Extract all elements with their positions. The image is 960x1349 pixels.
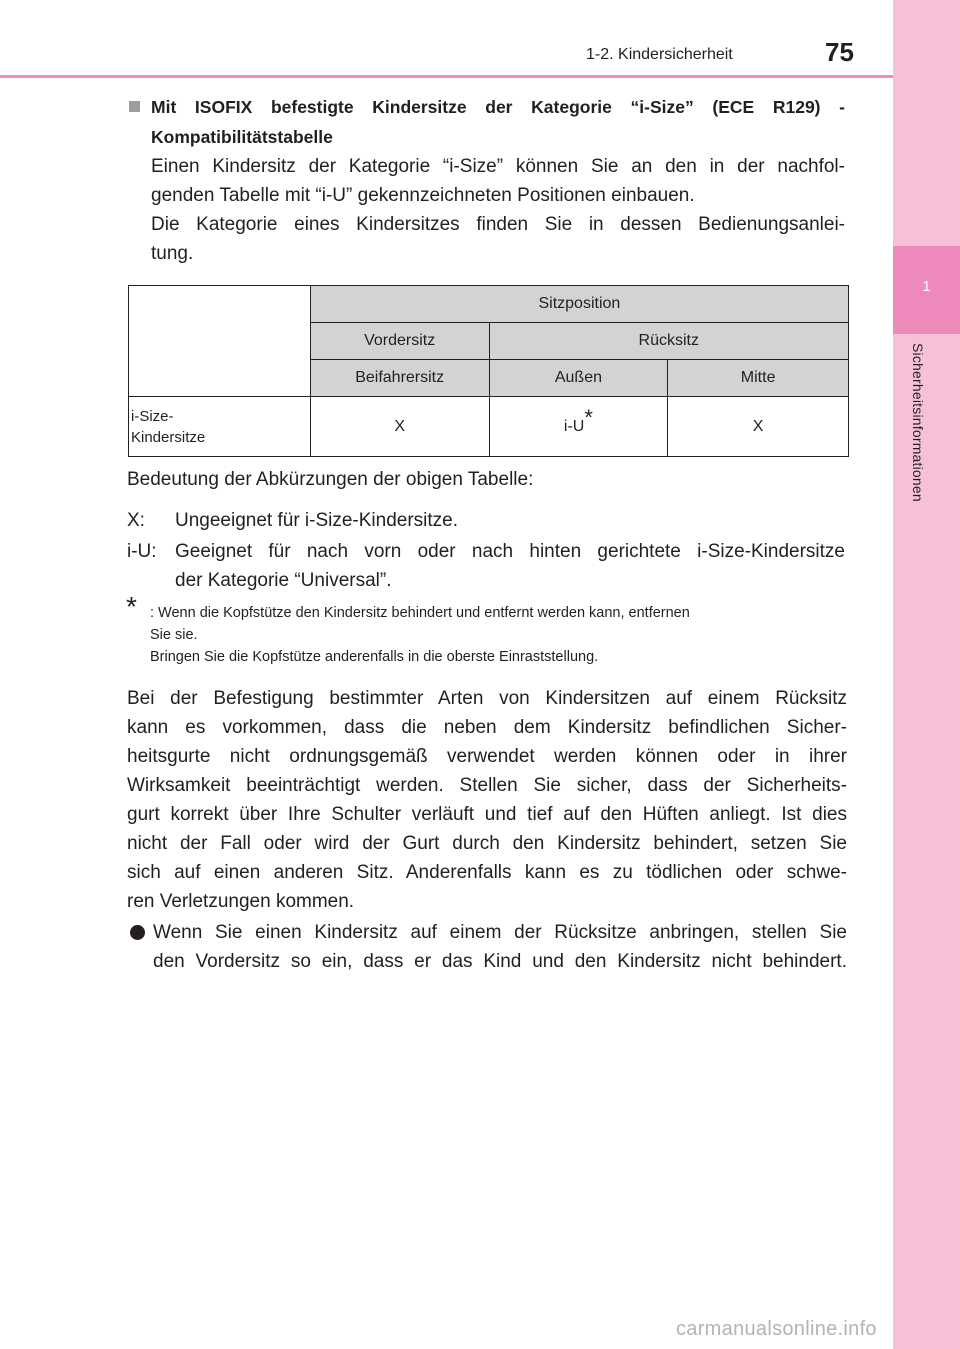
- footnote-mark: *: [126, 591, 137, 622]
- table-corner-cell: [129, 286, 311, 397]
- header-passenger-seat: Beifahrersitz: [310, 360, 489, 397]
- bullet-item: [127, 918, 847, 976]
- heading-line: Mit ISOFIX befestigte Kindersitze der Kategorie “i-Size” (ECE R129) -: [151, 97, 845, 117]
- row-label-line: i-Size-: [131, 407, 174, 425]
- footnote-line: Sie sie.: [150, 627, 198, 643]
- row-label-line: Kindersitze: [131, 428, 206, 446]
- text-line: Wirksamkeit beeinträchtigt werden. Stellen Sie sicher, dass der Sicherheits-: [127, 775, 847, 796]
- footnote-line: Bringen Sie die Kopfstütze anderenfalls in die oberste Einraststellung.: [150, 649, 599, 665]
- footnote: [126, 591, 847, 668]
- header-outer: Außen: [489, 360, 668, 397]
- text-line: der Kategorie “Universal”.: [175, 570, 392, 591]
- chapter-label: Sicherheitsinformationen: [910, 343, 926, 502]
- text-line: Die Kategorie eines Kindersitzes finden Sie in dessen Bedienungsanlei-: [151, 214, 845, 235]
- text-line: Geeignet für nach vorn oder nach hinten gerichtete i-Size-Kindersitze: [175, 541, 845, 562]
- legend-key: X:: [127, 510, 145, 531]
- intro-paragraph: [151, 152, 845, 268]
- header-rear-seat: Rücksitz: [489, 323, 848, 360]
- text-line: sich auf einen anderen Sitz. Anderenfalls kann es zu tödlichen oder schwe-: [127, 862, 847, 883]
- text-line: Bei der Befestigung bestimmter Arten von Kindersitzen auf einem Rücksitz: [127, 688, 847, 709]
- legend-value: [175, 537, 845, 595]
- heading-line: Kompatibilitätstabelle: [151, 127, 333, 147]
- legend-value: Ungeeignet für i-Size-Kindersitze.: [175, 510, 459, 531]
- text-line: Wenn Sie einen Kindersitz auf einem der Rücksitze anbringen, stellen Sie: [153, 922, 847, 943]
- footnote-line: : Wenn die Kopfstütze den Kindersitz behindert und entfernt werden kann, entfernen: [150, 605, 690, 621]
- compatibility-table: [128, 285, 849, 457]
- section-heading: [129, 92, 845, 152]
- text-line: genden Tabelle mit “i-U” gekennzeichneten Positionen einbauen.: [151, 185, 695, 206]
- text-line: Einen Kindersitz der Kategorie “i-Size” können Sie an den in der nachfol-: [151, 156, 845, 177]
- text-line: kann es vorkommen, dass die neben dem Kindersitz befindlichen Sicher-: [127, 717, 847, 738]
- header-rule: [0, 75, 893, 78]
- asterisk-mark: *: [584, 404, 593, 430]
- header-center: Mitte: [668, 360, 849, 397]
- section-title: 1-2. Kindersicherheit: [586, 46, 733, 63]
- cell-center: X: [668, 397, 849, 457]
- square-bullet-icon: [129, 101, 140, 112]
- page-number: 75: [825, 37, 854, 67]
- text-line: heitsgurte nicht ordnungsgemäß verwendet werden können oder in ihrer: [127, 746, 847, 767]
- side-strip: [893, 0, 960, 1349]
- legend-key: i-U:: [127, 541, 157, 562]
- header-front-seat: Vordersitz: [310, 323, 489, 360]
- cell-outer-value: i-U: [563, 417, 585, 435]
- cell-passenger: X: [310, 397, 489, 457]
- text-line: tung.: [151, 243, 194, 264]
- chapter-number: 1: [922, 278, 931, 295]
- watermark: carmanualsonline.info: [676, 1318, 877, 1340]
- text-line: gurt korrekt über Ihre Schulter verläuft und tief auf den Hüften anliegt. Ist dies: [127, 804, 847, 825]
- bullet-dot-icon: [130, 925, 145, 940]
- text-line: ren Verletzungen kommen.: [127, 891, 355, 912]
- text-line: den Vordersitz so ein, dass er das Kind und den Kindersitz nicht behindert.: [153, 951, 847, 972]
- legend-intro: Bedeutung der Abkürzungen der obigen Tabelle:: [127, 469, 534, 490]
- cell-outer: [489, 397, 668, 457]
- header-seat-position: Sitzposition: [310, 286, 848, 323]
- text-line: nicht der Fall oder wird der Gurt durch den Kindersitz behindert, setzen Sie: [127, 833, 847, 854]
- warning-paragraph: [127, 684, 847, 916]
- row-label-isize: [129, 397, 311, 457]
